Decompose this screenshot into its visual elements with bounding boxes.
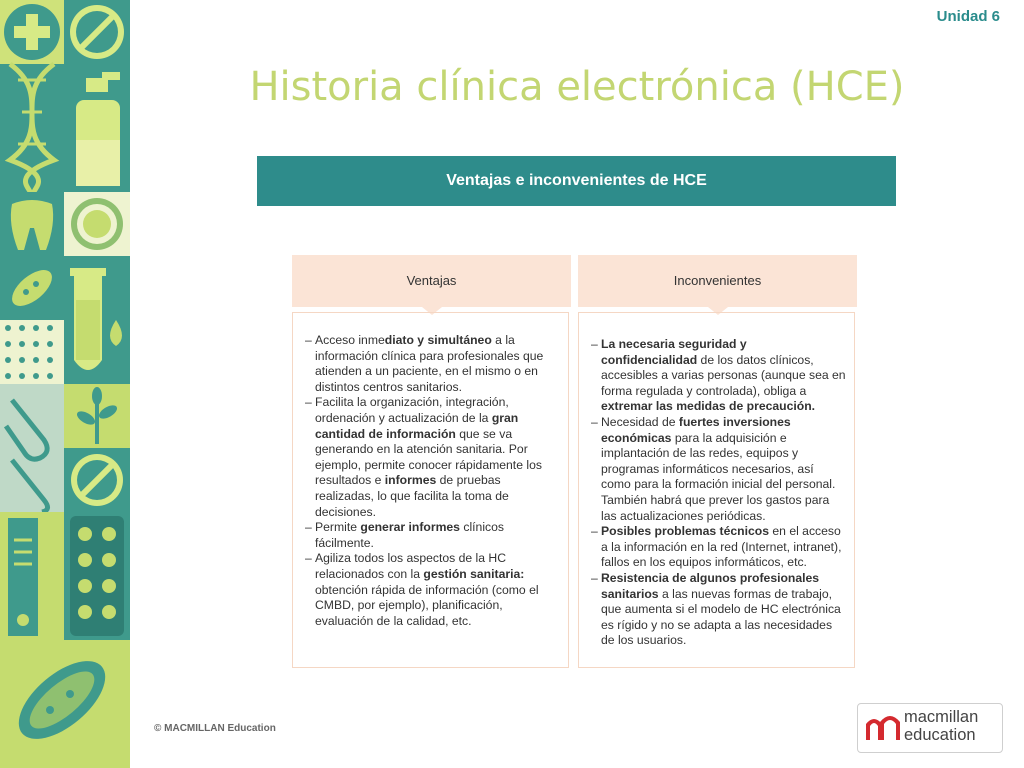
list-item-text: Permite — [315, 520, 361, 535]
page-title: Historia clínica electrónica (HCE) — [249, 64, 905, 110]
list-item — [591, 524, 846, 571]
list-item-text: Facilita la organización, integración, ordenación y actualización de la — [315, 395, 509, 425]
list-item-text: fuertes inversiones económicas — [601, 414, 791, 445]
disadvantages-heading: Inconvenientes — [578, 255, 857, 305]
unit-label: Unidad 6 — [936, 8, 1000, 25]
list-item-text: generar informes — [360, 520, 460, 535]
list-item — [591, 571, 846, 649]
list-item — [305, 395, 560, 520]
copyright-text: © MACMILLAN Education — [154, 723, 276, 734]
list-item — [591, 415, 846, 524]
logo-text — [904, 708, 978, 744]
dna-icon — [0, 64, 64, 192]
list-item-text: informes — [384, 473, 437, 488]
list-item-text: Posibles problemas técnicos — [601, 524, 769, 539]
logo-line-1: macmillan — [904, 708, 979, 726]
list-item-text: gran cantidad de información — [315, 410, 519, 441]
list-item-text: Agiliza todos los aspectos de la HC relacionados con la — [315, 551, 507, 581]
macmillan-logo — [857, 703, 1003, 753]
list-item-text: Necesidad de — [601, 414, 679, 429]
list-item — [305, 520, 560, 551]
advantages-body — [292, 312, 569, 668]
list-item-text: Acceso inme — [315, 333, 385, 347]
section-banner: Ventajas e inconvenientes de HCE — [257, 156, 896, 206]
list-item-text: obtención rápida de información (como el CMBD, por ejemplo), planificación, evaluación de la calidad, etc. — [315, 582, 539, 628]
bacteria-icon — [0, 640, 130, 768]
list-item-text: a las nuevas formas de trabajo, que aumenta si el modelo de HC electrónica es rígido y no se adapta a las necesidades de los usuarios. — [601, 586, 841, 648]
list-item — [591, 337, 846, 415]
advantages-column — [292, 255, 571, 628]
pill-icon — [64, 448, 130, 512]
advantages-heading: Ventajas — [292, 255, 571, 305]
document-icon — [0, 512, 64, 640]
virus-icon — [64, 192, 130, 256]
dots-pattern — [0, 320, 64, 384]
list-item-text: clínicos fácilmente. — [315, 520, 504, 550]
list-item-text: en el acceso a la información en la red (Internet, intranet), fallos en los equipos informáticos, etc. — [601, 524, 842, 570]
list-item — [305, 333, 560, 395]
tooth-icon — [0, 192, 64, 256]
list-item-text: que se va generando en la atención sanitaria. Por ejemplo, permite conocer rápidamente los resultados e — [315, 426, 542, 488]
list-item-text: para la adquisición e implantación de las redes, equipos y programas informáticos necesarios, así como para la formación inicial del personal. — [601, 430, 836, 492]
list-item — [305, 551, 560, 629]
list-item-text: diato y simultáneo — [384, 333, 492, 347]
medical-cross-icon — [0, 0, 64, 64]
test-tube-icon — [64, 256, 130, 384]
list-item-text: gestión sanitaria: — [423, 566, 525, 581]
list-item-text: de los datos clínicos, accesibles a varias personas (aunque sea en forma regulada y controlada), obliga a — [601, 352, 846, 398]
advantages-list — [305, 333, 560, 629]
decorative-sidebar — [0, 0, 130, 768]
list-item-text: de pruebas realizadas, lo que facilita la toma de decisiones. — [315, 473, 509, 519]
list-item-text: a la información clínica para profesionales que atienden a un paciente, en el mismo o en distintos centros sanitarios. — [315, 333, 544, 394]
disadvantages-body — [578, 312, 855, 668]
list-item-text: También habrá que prever los gastos para las actualizaciones periódicas. — [601, 492, 830, 523]
macmillan-logo-icon — [864, 708, 904, 748]
pill-icon — [64, 0, 130, 64]
tablet-blister-icon — [64, 512, 130, 640]
list-item-text: Resistencia de algunos profesionales sanitarios — [601, 570, 820, 601]
paperclip-icon — [0, 384, 64, 512]
disadvantages-list — [591, 337, 846, 649]
disadvantages-column — [578, 255, 857, 648]
bacteria-icon — [0, 256, 64, 320]
plant-icon — [64, 384, 130, 448]
logo-line-2: education — [904, 726, 976, 744]
list-item-text: La necesaria seguridad y confidencialidad — [601, 337, 747, 367]
list-item-text: extremar las medidas de precaución. — [601, 399, 816, 414]
spray-bottle-icon — [64, 64, 130, 192]
